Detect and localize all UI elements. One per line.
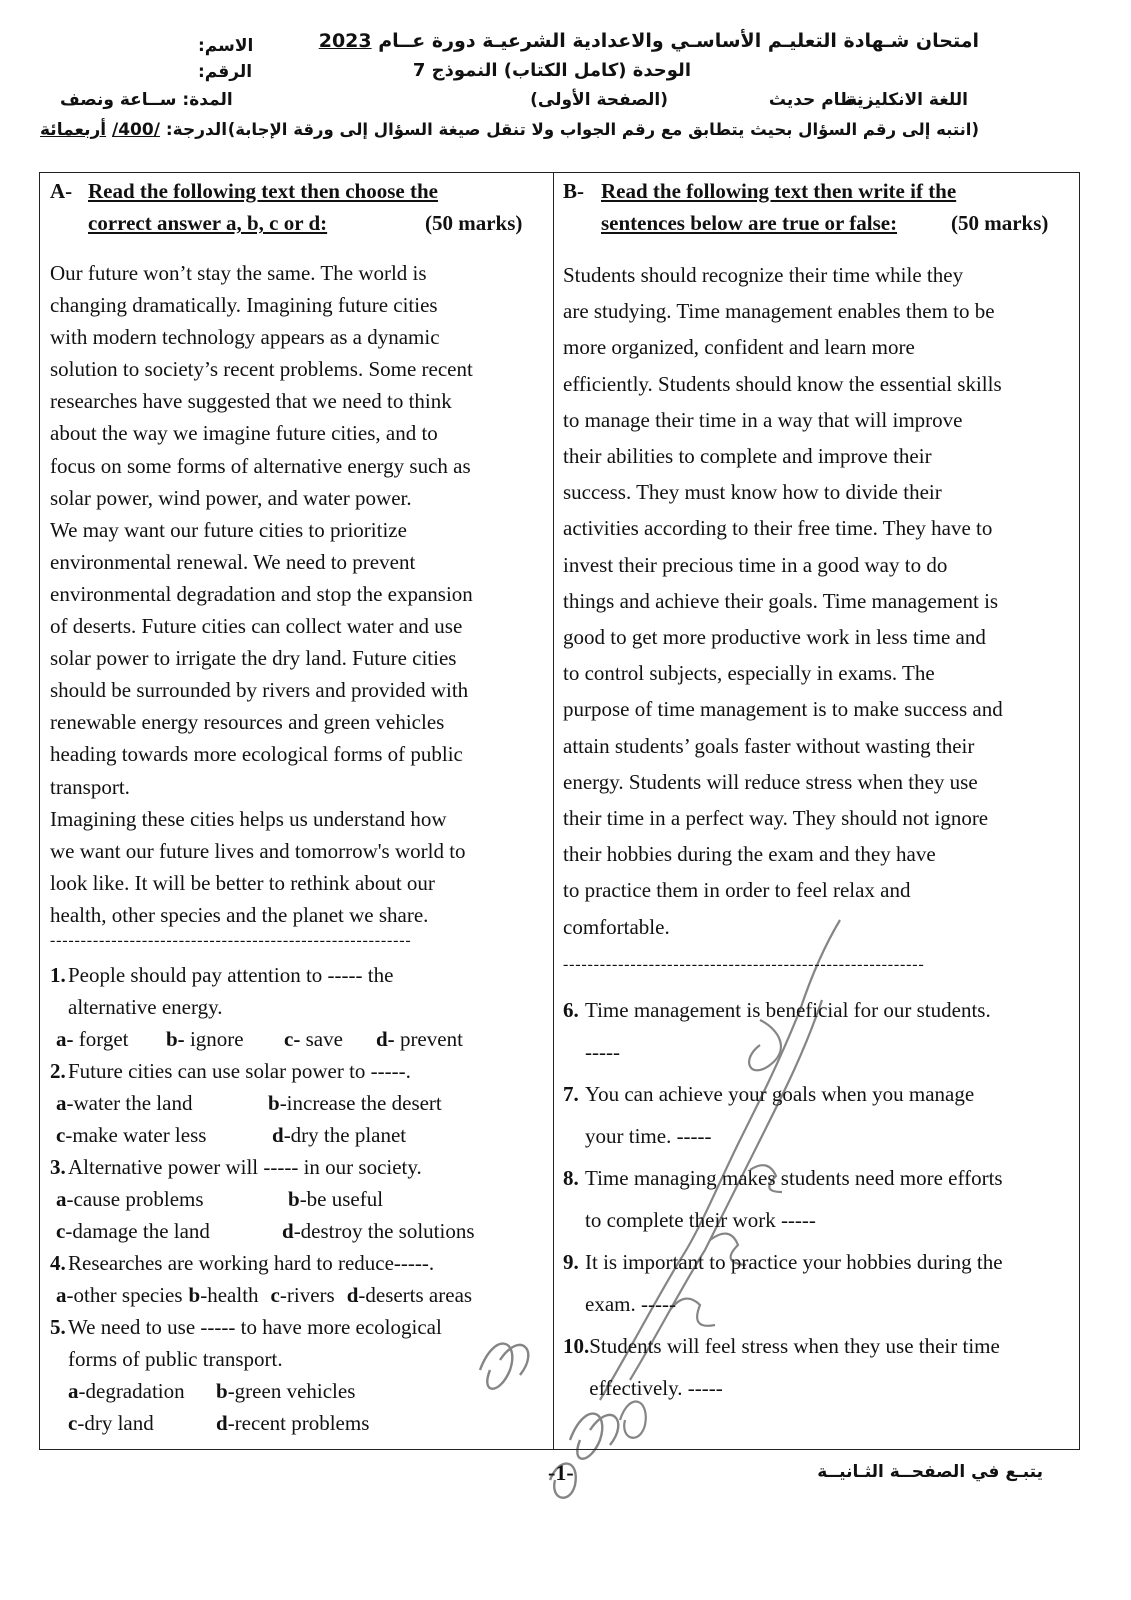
instruction-note: (انتبه إلى رقم السؤال بحيث يتطابق مع رقم الجواب ولا تنقل صيغة السؤال إلى ورقة الإجابة) xyxy=(227,120,979,139)
divider-line: ----------------------------------------------------------- xyxy=(563,955,925,973)
page-indicator: (الصفحة الأولى) xyxy=(530,90,668,110)
option-c: c-rivers xyxy=(270,1282,335,1307)
option-a: a- forget xyxy=(56,1026,129,1051)
option-d: d-destroy the solutions xyxy=(282,1218,475,1243)
option-a: a-cause problems xyxy=(56,1186,204,1211)
option-a: a-degradation xyxy=(68,1378,185,1403)
option-b: b-green vehicles xyxy=(216,1378,356,1403)
tf-question-7: 7. You can achieve your goals when you manage your time. ----- xyxy=(563,1081,975,1148)
option-b: b-be useful xyxy=(288,1186,384,1211)
name-label: الاسم: xyxy=(198,36,254,56)
section-a xyxy=(40,173,553,1449)
section-b-questions xyxy=(563,989,1073,1409)
exam-title: امتحان شـهادة التعليـم الأساسـي والاعدادية الشرعيـة دورة عــام 2023 xyxy=(318,30,979,52)
exam-year: 2023 xyxy=(318,30,372,52)
option-c: c- save xyxy=(284,1026,343,1051)
exam-unit: الوحدة (كامل الكتاب) النموذج 7 xyxy=(412,60,691,81)
system-label: نظام حديث xyxy=(768,90,863,110)
section-b-marks: (50 marks) xyxy=(951,211,1049,235)
section-a-passage: Our future won’t stay the same. The world is changing dramatically. Imagining future cities with modern technology appears as a dynamic solution to society’s recent problems. Some recent researches have suggested that we need to think about the way we imagine future cities, and to focus on some forms of alternative energy such as solar power, wind power, and water power. We may want our future cities to prioritize environmental renewal. We need to prevent environmental degradation and stop the expansion of deserts. Future cities can collect water and use solar power to irrigate the dry land. Future cities should be surrounded by rivers and provided with renewable energy resources and green vehicles heading towards more ecological forms of public transport. Imagining these cities helps us understand how we want our future lives and tomorrow's world to look like. It will be better to rethink about our health, other species and the planet we share. xyxy=(50,261,473,927)
option-a: a-other species xyxy=(56,1282,183,1307)
option-b: b-increase the desert xyxy=(268,1090,442,1115)
tf-question-6: 6. Time management is beneficial for our students. ----- xyxy=(563,997,991,1064)
section-a-questions xyxy=(50,959,545,1439)
exam-box xyxy=(39,172,1080,1450)
option-c: c-dry land xyxy=(68,1410,154,1435)
section-b-passage: Students should recognize their time while they are studying. Time management enables them to be more organized, confident and learn more efficiently. Students should know the essential skills to manage their time in a way that will improve their abilities to complete and improve their success. They must know how to divide their activities according to their free time. They have to invest their precious time in a good way to do things and achieve their goals. Time management is good to get more productive work in less time and to control subjects, especially in exams. The purpose of time management is to make success and attain students’ goals faster without wasting their energy. Students will reduce stress when they use their time in a perfect way. They should not ignore their hobbies during the exam and they have to practice them in order to feel relax and comfortable. xyxy=(563,263,1003,939)
section-a-heading: A- Read the following text then choose the correct answer a, b, c or d: (50 marks) xyxy=(50,175,545,239)
section-a-marks: (50 marks) xyxy=(425,211,523,235)
option-d: d-recent problems xyxy=(216,1410,370,1435)
tf-question-10: 10. Students will feel stress when they use their time effectively. ----- xyxy=(563,1333,1000,1400)
question-2: 2. Future cities can use solar power to -----. a-water the land b-increase the desert c-make water less d-dry the planet xyxy=(50,1055,545,1151)
subject-label: اللغة الانكليزية xyxy=(847,90,968,110)
option-c: c-damage the land xyxy=(56,1218,210,1243)
option-d: d-dry the planet xyxy=(272,1122,407,1147)
column-divider xyxy=(553,173,554,1449)
option-c: c-make water less xyxy=(56,1122,207,1147)
option-d: d- prevent xyxy=(376,1026,463,1051)
question-4: 4. Researches are working hard to reduce-----. a-other species b-health c-rivers d-deserts areas xyxy=(50,1247,545,1311)
option-d: d-deserts areas xyxy=(346,1282,473,1307)
page-number: -1- xyxy=(548,1460,574,1485)
option-b: b- ignore xyxy=(166,1026,244,1051)
option-a: a-water the land xyxy=(56,1090,193,1115)
grade-label: الدرجة: /400/ أربعمائة xyxy=(40,120,228,140)
question-3: 3. Alternative power will ----- in our society. a-cause problems b-be useful c-damage the land d-destroy the solutions xyxy=(50,1151,545,1247)
section-b-heading: B- Read the following text then write if the sentences below are true or false: (50 marks) xyxy=(563,175,1073,239)
divider-line: ----------------------------------------------------------- xyxy=(50,931,412,949)
duration-label: المدة: ســاعة ونصف xyxy=(60,90,233,110)
number-label: الرقم: xyxy=(198,62,253,82)
question-1: 1. People should pay attention to ----- the alternative energy. a- forget b- ignore c- save d- prevent xyxy=(50,959,545,1055)
continued-note: يتبـع في الصفحــة الثـانيــة xyxy=(817,1462,1043,1482)
tf-question-9: 9. It is important to practice your hobbies during the exam. ----- xyxy=(563,1249,1003,1316)
question-5: 5. We need to use ----- to have more ecological forms of public transport. a-degradation b-green vehicles c-dry land d-recent problems xyxy=(50,1311,545,1439)
tf-question-8: 8. Time managing makes students need more efforts to complete their work ----- xyxy=(563,1165,1003,1232)
section-b xyxy=(555,173,1079,1449)
option-b: b-health xyxy=(188,1282,259,1307)
